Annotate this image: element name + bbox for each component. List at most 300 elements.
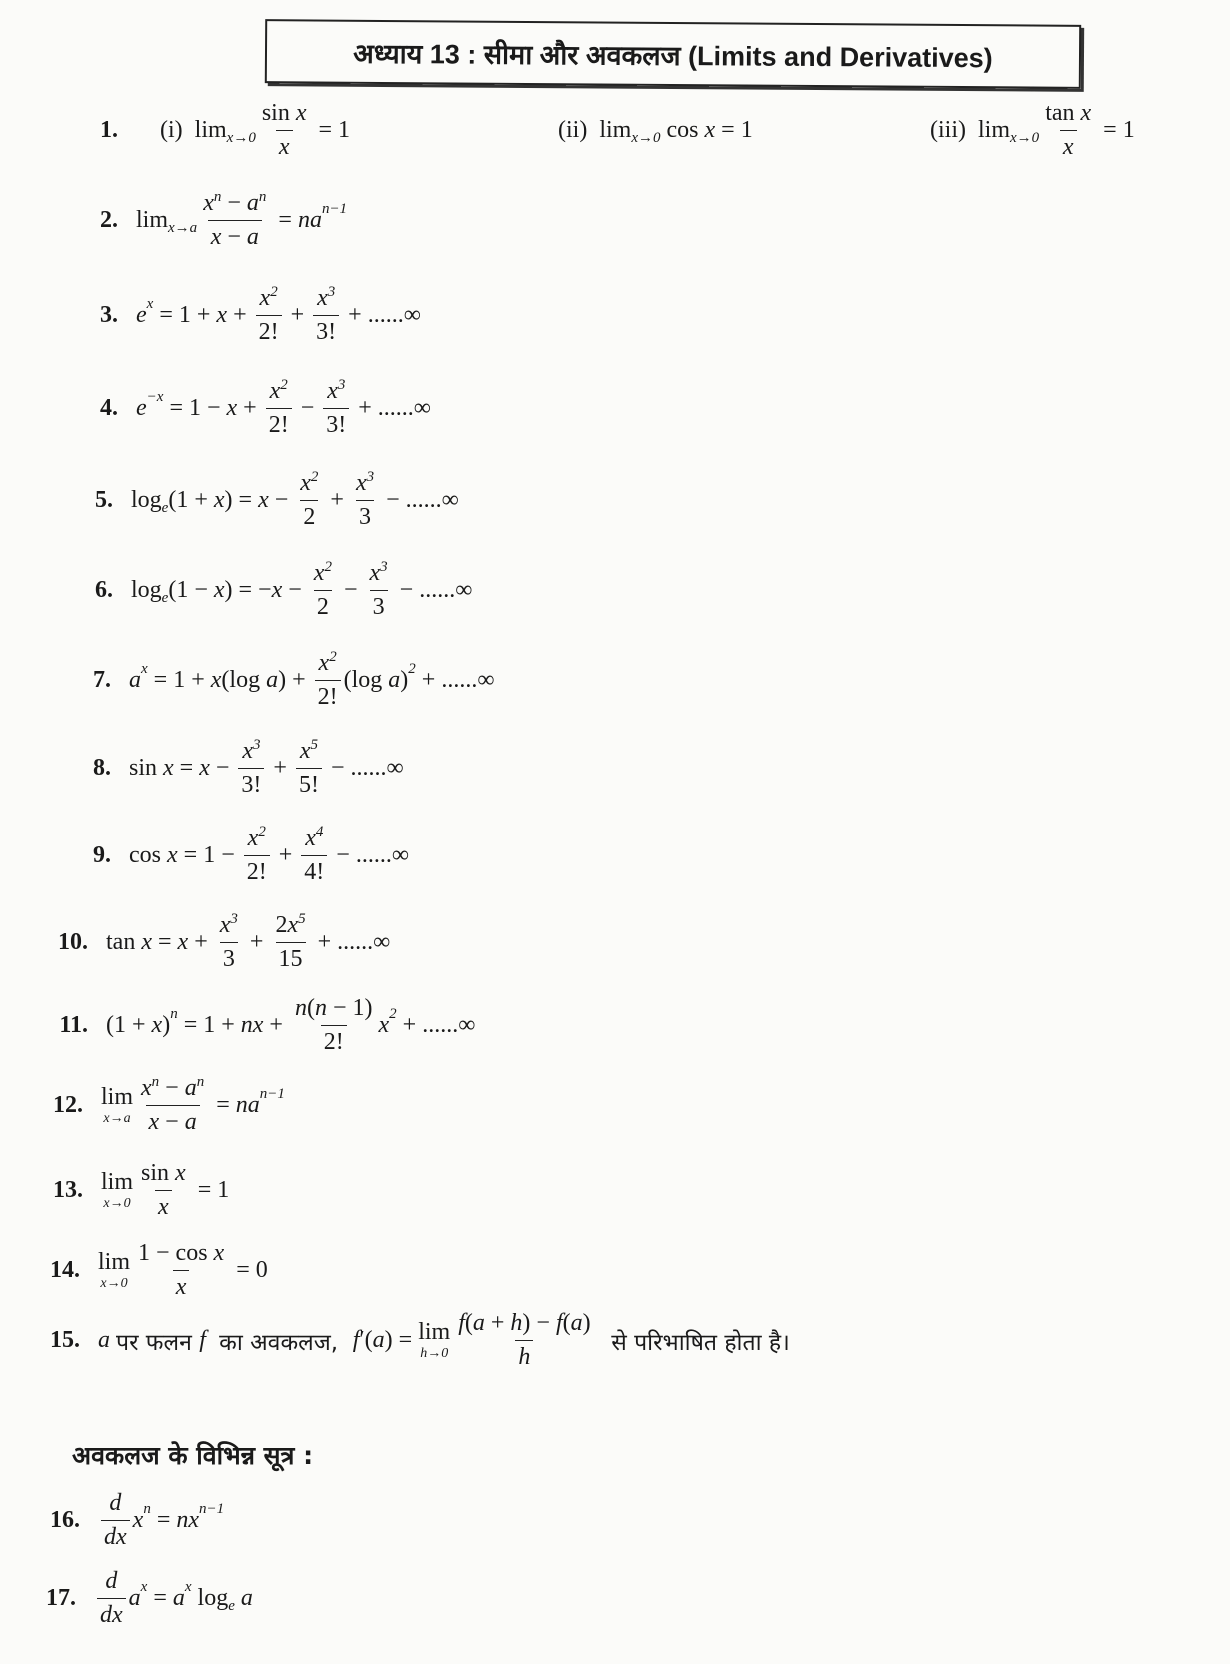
math-variable: a — [472, 1310, 485, 1336]
fraction — [97, 1568, 126, 1629]
math-text: + — [267, 755, 293, 781]
math-variable: x — [378, 1012, 390, 1038]
item-number: 14. — [50, 1257, 80, 1283]
math-text: 4! — [304, 859, 325, 885]
fraction — [313, 285, 339, 346]
math-text: + — [237, 395, 263, 421]
fraction — [101, 1490, 130, 1551]
math-text: − 1) — [326, 995, 373, 1021]
fraction — [238, 738, 264, 799]
item-number: 12. — [53, 1092, 83, 1118]
part-label: (iii) — [930, 116, 966, 143]
math-text: 3 — [359, 504, 372, 530]
math-text: + ......∞ — [342, 302, 421, 328]
math-variable: x — [151, 1012, 163, 1038]
item-number: 15. — [50, 1327, 80, 1353]
denominator — [323, 408, 349, 439]
math-variable: f — [458, 1310, 465, 1336]
math-variable: nx — [240, 1012, 264, 1038]
fraction — [297, 470, 321, 531]
formula-item — [30, 912, 390, 973]
hindi-text: का अवकलज, — [211, 1329, 353, 1356]
math-text: 3! — [241, 772, 262, 798]
numerator — [297, 470, 321, 500]
fraction — [311, 560, 335, 621]
math-text: (log — [343, 667, 389, 693]
superscript: 3 — [253, 737, 261, 753]
denominator — [276, 942, 306, 973]
superscript: 2 — [324, 559, 332, 575]
math-text: log — [131, 487, 162, 513]
math-text: = — [150, 1507, 177, 1533]
math-text: = — [151, 929, 178, 955]
item-number: 13. — [53, 1177, 83, 1203]
math-text: ) − — [522, 1310, 556, 1336]
formula-item — [53, 738, 404, 799]
fraction — [259, 100, 310, 161]
denominator — [208, 220, 262, 251]
math-variable: x — [247, 825, 259, 851]
formula-item — [22, 1240, 268, 1301]
math-variable: a — [372, 1327, 385, 1353]
math-text: − — [159, 1075, 185, 1101]
denominator — [1060, 130, 1077, 161]
fraction — [296, 738, 322, 799]
formula-item — [60, 190, 347, 251]
item-number: 2. — [100, 207, 118, 233]
item-number: 10. — [58, 929, 88, 955]
numerator — [102, 1568, 120, 1598]
math-variable: x — [158, 1194, 169, 1220]
formula — [98, 1310, 790, 1371]
formula-item — [60, 100, 1210, 160]
denominator — [220, 942, 238, 973]
formula — [98, 1490, 224, 1551]
formula-item — [30, 995, 475, 1056]
denominator — [97, 1598, 126, 1629]
item-number: 16. — [50, 1507, 80, 1533]
math-text: = 1 − — [163, 395, 227, 421]
superscript: 3 — [337, 377, 346, 393]
superscript: 3 — [327, 284, 336, 300]
hindi-text: पर फलन — [116, 1329, 200, 1356]
math-text: 2 — [316, 594, 329, 620]
limit-operator — [98, 1249, 130, 1292]
fraction — [272, 912, 308, 973]
numerator — [311, 560, 335, 590]
math-text: (1 + — [106, 1012, 152, 1038]
superscript: x — [140, 1579, 148, 1595]
superscript: 2 — [310, 469, 319, 485]
math-text: sin — [141, 1160, 176, 1186]
denominator — [301, 855, 327, 886]
item-number: 11. — [59, 1012, 88, 1038]
formula — [136, 190, 347, 251]
math-variable: x — [141, 1075, 152, 1101]
formula-part — [558, 117, 753, 144]
formula — [94, 1568, 253, 1629]
formula — [106, 912, 390, 973]
math-text: − — [209, 755, 236, 781]
superscript: 3 — [380, 559, 388, 575]
math-text: − — [221, 190, 247, 216]
fraction — [266, 378, 292, 439]
superscript: 2 — [258, 824, 266, 840]
item-number: 1. — [100, 116, 118, 143]
math-text: sin — [129, 755, 164, 781]
math-text: 2 — [303, 504, 316, 530]
math-text: + — [484, 1310, 511, 1336]
math-text: − — [294, 395, 321, 421]
fraction — [367, 560, 391, 621]
formula-item — [25, 1160, 229, 1221]
superscript: n−1 — [321, 201, 348, 217]
math-variable: x — [216, 302, 228, 328]
denominator — [370, 590, 388, 621]
math-text: ) = − — [224, 577, 272, 603]
numerator — [272, 912, 308, 942]
math-variable: x — [295, 99, 307, 126]
denominator — [146, 1105, 200, 1136]
formula — [599, 117, 752, 144]
math-text: 2! — [317, 684, 338, 710]
formula-item — [55, 560, 472, 621]
formula — [136, 378, 431, 439]
part-label: (ii) — [558, 116, 588, 143]
subscript: x→0 — [1010, 129, 1040, 146]
math-variable: a — [184, 1109, 197, 1135]
superscript: x — [146, 296, 154, 312]
math-variable: na — [297, 207, 322, 233]
math-text: ) + — [278, 667, 312, 693]
math-variable: x — [213, 487, 225, 513]
superscript: n−1 — [199, 1501, 225, 1517]
math-variable: x — [704, 116, 716, 143]
numerator — [135, 1240, 227, 1270]
math-text: = — [173, 755, 200, 781]
item-number: 8. — [93, 755, 111, 781]
math-text: + ......∞ — [352, 395, 431, 421]
math-variable: e — [136, 302, 147, 328]
denominator — [356, 500, 374, 531]
math-variable: x — [305, 825, 316, 851]
math-variable: a — [129, 667, 141, 693]
math-variable: f — [199, 1327, 212, 1353]
numerator — [217, 912, 241, 942]
math-text: + — [227, 302, 253, 328]
formula — [106, 995, 475, 1056]
math-text: − ......∞ — [324, 755, 404, 781]
math-variable: x — [318, 650, 330, 676]
formula-part — [930, 100, 1135, 161]
math-text: = 0 — [230, 1257, 268, 1283]
superscript: 2 — [389, 1006, 397, 1022]
denominator — [256, 315, 282, 346]
math-variable: a — [388, 667, 401, 693]
numerator — [138, 1160, 189, 1190]
fraction — [256, 285, 282, 346]
math-variable: x — [287, 912, 299, 938]
formula — [136, 285, 421, 346]
math-variable: x — [317, 285, 328, 311]
math-variable: f — [352, 1327, 360, 1353]
math-variable: x — [219, 912, 231, 938]
numerator — [314, 285, 338, 315]
math-text: 15 — [278, 946, 303, 972]
math-variable: a — [172, 1585, 185, 1611]
math-text: 3! — [326, 412, 347, 438]
math-variable: x — [148, 1109, 160, 1135]
math-text: tan — [1045, 99, 1081, 126]
math-text: + ......∞ — [396, 1012, 476, 1038]
denominator — [173, 1270, 190, 1301]
math-variable: x — [1062, 133, 1074, 160]
numerator — [316, 650, 340, 680]
superscript: 2 — [270, 284, 278, 300]
formula — [978, 100, 1135, 161]
denominator — [313, 315, 339, 346]
superscript: 2 — [329, 649, 337, 665]
superscript: 4 — [315, 824, 324, 840]
denominator — [300, 500, 318, 531]
math-variable: x — [269, 378, 281, 404]
formula-part — [160, 100, 350, 161]
math-variable: a — [246, 190, 259, 216]
math-text: + — [272, 842, 299, 868]
math-text: 2! — [323, 1029, 344, 1055]
math-variable: a — [98, 1327, 116, 1353]
superscript: 3 — [366, 469, 375, 485]
math-text: lim — [978, 116, 1011, 143]
math-text: − — [337, 577, 364, 603]
formula — [98, 1240, 268, 1301]
limit-subscript: x→a — [103, 1111, 131, 1126]
math-variable: x — [271, 577, 283, 603]
math-text: = 1 — [715, 116, 753, 143]
lim-label: lim — [101, 1169, 134, 1195]
item-number: 6. — [95, 577, 113, 603]
superscript: 3 — [230, 911, 238, 927]
numerator — [292, 995, 376, 1025]
fraction — [135, 1240, 227, 1301]
math-text: (log — [221, 667, 267, 693]
formula — [131, 470, 459, 531]
math-variable: x — [132, 1507, 144, 1533]
part-label: (i) — [160, 116, 183, 143]
item-number: 7. — [93, 667, 111, 693]
math-text: = — [272, 207, 298, 233]
superscript: n — [151, 1074, 160, 1090]
math-text: 3! — [316, 319, 337, 345]
subscript: x→0 — [631, 129, 661, 146]
math-text: + — [188, 929, 214, 955]
math-text: = — [210, 1092, 236, 1118]
math-variable: x — [1080, 99, 1092, 126]
fraction — [323, 378, 349, 439]
denominator — [314, 590, 332, 621]
math-variable: x — [355, 470, 367, 496]
math-variable: x — [258, 487, 269, 513]
math-text: + — [243, 929, 270, 955]
formula — [101, 1160, 229, 1221]
denominator — [276, 130, 293, 161]
math-variable: na — [235, 1092, 260, 1118]
math-text: = 1 — [1097, 116, 1135, 143]
lim-label: lim — [418, 1319, 451, 1345]
math-variable: dx — [100, 1602, 123, 1628]
math-text: 2! — [258, 319, 279, 345]
lim-label: lim — [98, 1249, 131, 1275]
limit-subscript: h→0 — [420, 1346, 449, 1361]
math-variable: x — [300, 470, 311, 496]
superscript: 2 — [280, 377, 288, 393]
math-text: = 1 + — [177, 1012, 241, 1038]
numerator — [267, 378, 291, 408]
numerator — [1042, 100, 1094, 130]
math-variable: x — [175, 1274, 187, 1300]
math-variable: nx — [176, 1507, 200, 1533]
formula — [129, 738, 404, 799]
math-text: ) = — [224, 487, 259, 513]
math-variable: x — [242, 738, 253, 764]
fraction — [455, 1310, 593, 1371]
denominator — [244, 855, 270, 886]
denominator — [515, 1340, 533, 1371]
math-variable: dx — [104, 1524, 127, 1550]
superscript: n — [258, 189, 267, 205]
numerator — [324, 378, 348, 408]
math-text: ′( — [359, 1327, 373, 1353]
denominator — [155, 1190, 172, 1221]
math-text: sin — [261, 99, 296, 126]
math-variable: a — [246, 224, 259, 250]
math-text: − ......∞ — [393, 577, 473, 603]
item-number: 4. — [100, 395, 118, 421]
fraction — [138, 1160, 189, 1221]
math-text: lim — [136, 207, 169, 233]
denominator — [321, 1025, 347, 1056]
math-text: tan — [106, 929, 142, 955]
math-text: log — [131, 577, 162, 603]
formula-item — [22, 1310, 790, 1371]
item-number: 17. — [46, 1585, 76, 1611]
fraction — [138, 1075, 207, 1136]
limit-subscript: x→0 — [103, 1196, 131, 1211]
math-variable: a — [184, 1075, 197, 1101]
math-variable: x — [175, 1160, 186, 1186]
item-number: 3. — [100, 302, 118, 328]
math-variable: f — [555, 1310, 563, 1336]
math-variable: d — [105, 1568, 118, 1594]
math-text: 2! — [246, 859, 267, 885]
subscript: e — [228, 1598, 235, 1614]
math-variable: n — [314, 995, 327, 1021]
math-variable: x — [369, 560, 381, 586]
numerator — [259, 100, 310, 130]
math-variable: a — [570, 1310, 583, 1336]
math-text: lim — [194, 116, 227, 143]
fraction — [244, 825, 270, 886]
numerator — [200, 190, 269, 220]
math-text: − — [221, 224, 247, 250]
math-variable: n — [294, 995, 307, 1021]
math-text: ) — [400, 667, 409, 693]
superscript: 5 — [298, 911, 306, 927]
math-variable: x — [213, 1240, 225, 1266]
math-variable: x — [259, 285, 271, 311]
formula — [129, 650, 494, 711]
fraction — [1042, 100, 1094, 161]
numerator — [353, 470, 377, 500]
math-text: + — [284, 302, 311, 328]
denominator — [266, 408, 292, 439]
denominator — [296, 768, 322, 799]
formula — [129, 825, 409, 886]
math-text: = 1 + — [153, 302, 217, 328]
math-text: − ......∞ — [380, 487, 459, 513]
superscript: n — [196, 1074, 205, 1090]
math-text: − — [282, 577, 308, 603]
limit-operator — [101, 1169, 133, 1212]
limit-operator — [418, 1319, 450, 1362]
superscript: 2 — [408, 661, 416, 677]
math-variable: x — [177, 929, 189, 955]
superscript: x — [141, 661, 148, 677]
superscript: n — [143, 1501, 151, 1517]
math-text: ) — [162, 1012, 171, 1038]
superscript: n−1 — [259, 1086, 285, 1102]
math-text: 3 — [222, 946, 235, 972]
math-variable: x — [313, 560, 325, 586]
chapter-title: अध्याय 13 : सीमा और अवकलज (Limits and Derivatives) — [265, 19, 1081, 89]
denominator — [315, 680, 341, 711]
math-text: = 1 — [312, 116, 351, 143]
formula-item — [22, 1490, 224, 1551]
math-variable: x — [163, 755, 174, 781]
numerator — [455, 1310, 593, 1340]
math-text: 1 − cos — [138, 1240, 214, 1266]
math-text: ( — [464, 1310, 473, 1336]
math-variable: a — [128, 1585, 141, 1611]
math-text: 2 — [275, 912, 288, 938]
superscript: −x — [146, 389, 164, 405]
item-number: 9. — [93, 842, 111, 868]
math-variable: x — [299, 738, 311, 764]
math-text: 5! — [298, 772, 319, 798]
numerator — [367, 560, 391, 590]
math-text: (1 − — [168, 577, 214, 603]
subscript: e — [161, 590, 169, 606]
math-variable: h — [518, 1344, 531, 1370]
lim-label: lim — [101, 1084, 134, 1110]
fraction — [292, 995, 376, 1056]
limit-subscript: x→0 — [100, 1276, 128, 1291]
numerator — [245, 825, 269, 855]
math-text: = 1 + — [147, 667, 211, 693]
math-variable: x — [213, 577, 225, 603]
math-text: = — [147, 1585, 173, 1611]
math-text: ) = — [384, 1327, 419, 1353]
math-text: lim — [599, 116, 632, 143]
math-text: ) — [582, 1310, 591, 1336]
hindi-text: से परिभाषित होता है। — [596, 1329, 790, 1356]
math-variable: x — [203, 190, 214, 216]
superscript: x — [184, 1579, 192, 1595]
math-variable: x — [327, 378, 338, 404]
subscript: x→0 — [226, 129, 256, 146]
denominator — [238, 768, 264, 799]
subscript: x→a — [168, 220, 198, 236]
